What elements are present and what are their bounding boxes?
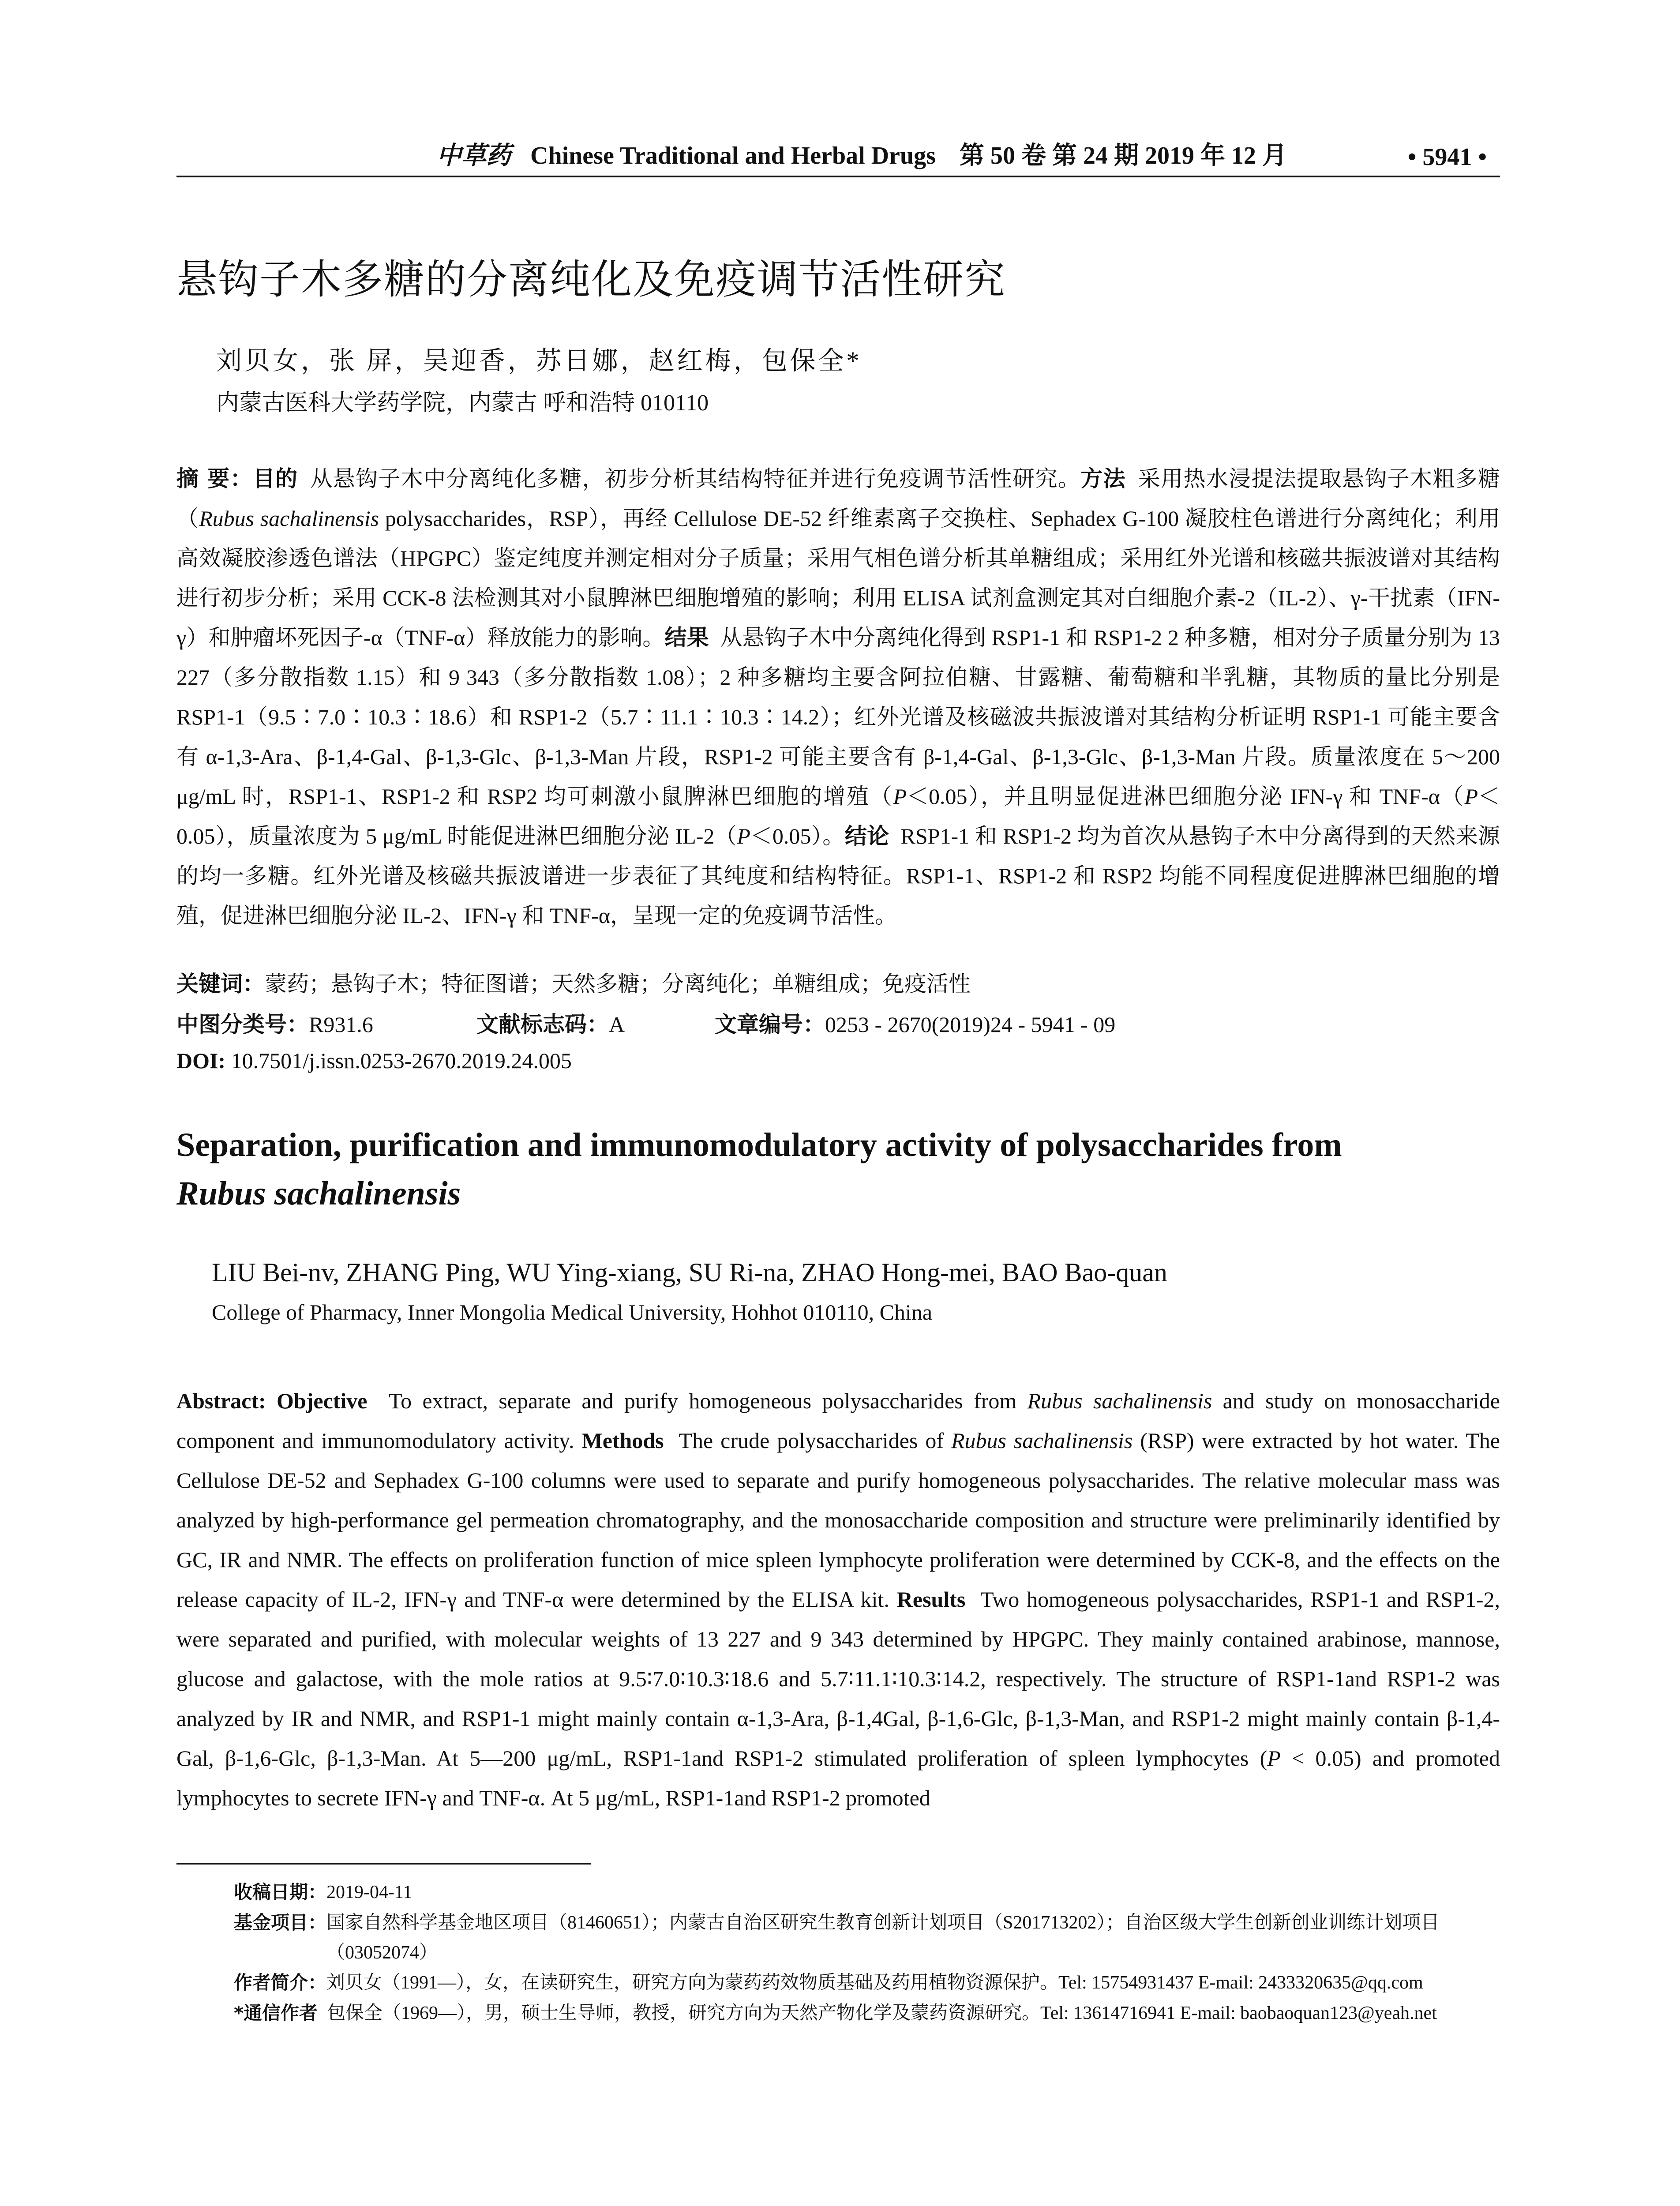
running-header <box>176 140 1500 177</box>
abstract-label: 摘 要： <box>176 466 253 491</box>
footnote-corresponding <box>234 1998 1500 2029</box>
objective-label: Objective <box>277 1388 368 1413</box>
methods-label: Methods <box>581 1428 664 1453</box>
methods-label: 方法 <box>1080 466 1126 491</box>
clc-value: R931.6 <box>309 1012 373 1037</box>
article-no-field <box>715 1007 1115 1039</box>
header-left <box>437 136 1287 171</box>
objective-text: 从悬钩子木中分离纯化多糖，初步分析其结构特征并进行免疫调节活性研究。 <box>310 466 1081 491</box>
doi-line <box>176 1048 572 1073</box>
english-title <box>176 1121 1500 1218</box>
english-abstract <box>176 1381 1500 1818</box>
chinese-authors: 刘贝女，张 屏，吴迎香，苏日娜，赵红梅，包保全* <box>216 346 862 375</box>
conclusion-label: 结论 <box>844 823 889 849</box>
footnote-label: 收稿日期： <box>234 1881 327 1903</box>
results-text-4: ＜0.05）。 <box>750 824 845 848</box>
english-affiliation: College of Pharmacy, Inner Mongolia Medical University, Hohhot 010110, China <box>212 1300 933 1324</box>
article-no-label: 文章编号： <box>715 1012 825 1037</box>
footnote-divider <box>176 1863 591 1865</box>
p-symbol: P <box>893 784 907 809</box>
english-title-species: Rubus sachalinensis <box>176 1175 461 1212</box>
footnote-label: 基金项目： <box>234 1912 327 1933</box>
results-text: 从悬钩子木中分离纯化得到 RSP1-1 和 RSP1-2 2 种多糖，相对分子质量分别为 13 227（多分散指数 1.15）和 9 343（多分散指数 1.08）；2 种多糖均主要含阿拉伯糖、甘露糖、葡萄糖和半乳糖，其物质的量比分别是 RSP1-1（9.5∶7.0∶10.3∶18.6）和 RSP1-2（5.7∶11.1∶10.3∶14.2）；红外光谱及核磁波共振波谱对其结构分析证明 RSP1-1 可能主要含有 α-1,3-Ara、β-1,4-Gal、β-1,3-Glc、β-1,3-Man 片段，RSP1-2 可能主要含有 β-1,4-Gal、β-1,3-Glc、β-1,3-Man 片段。质量浓度在 5～200 μg/mL 时，RSP1-1、RSP1-2 和 RSP2 均可刺激小鼠脾淋巴细胞的增殖（ <box>176 625 1500 809</box>
species-name: Rubus sachalinensis <box>1027 1388 1212 1413</box>
footnote-text: 国家自然科学基金地区项目（81460651）；内蒙古自治区研究生教育创新计划项目（S201713202）；自治区级大学生创新创业训练计划项目（03052074） <box>326 1913 1440 1963</box>
footnote-label: *通信作者 <box>234 2002 318 2024</box>
keywords-label: 关键词： <box>176 971 265 997</box>
doc-code-value: A <box>609 1012 625 1037</box>
results-text: Two homogeneous polysaccharides, RSP1-1 and RSP1-2, were separated and purified, with molecular weights of 13 227 and 9 343 determined by HPGPC. They mainly contained arabinose, mannose, glucose and galactose, with the mole ratios at 9.5∶7.0∶10.3∶18.6 and 5.7∶11.1∶10.3∶14.2, respectively. The structure of RSP1-1and RSP1-2 was analyzed by IR and NMR, and RSP1-1 might mainly contain α-1,3-Ara, β-1,4Gal, β-1,6-Glc, β-1,3-Man, and RSP1-2 might mainly contain β-1,4-Gal, β-1,6-Glc, β-1,3-Man. At 5—200 μg/mL, RSP1-1and RSP1-2 stimulated proliferation of spleen lymphocytes ( <box>176 1587 1500 1771</box>
chinese-affiliation: 内蒙古医科大学药学院，内蒙古 呼和浩特 010110 <box>216 390 709 416</box>
abstract-label: Abstract: <box>176 1388 266 1413</box>
keywords-line <box>176 966 971 998</box>
clc-field <box>176 1007 373 1039</box>
article-no-value: 0253 - 2670(2019)24 - 5941 - 09 <box>825 1012 1116 1037</box>
article-page <box>176 0 1500 2206</box>
chinese-abstract <box>176 459 1500 935</box>
footnote-received <box>234 1877 1500 1908</box>
footnotes <box>234 1877 1500 2029</box>
objective-text-cont: and study on monosaccharide component and immunomodulatory activity. <box>176 1388 1500 1453</box>
footnote-text: 2019-04-11 <box>326 1882 412 1902</box>
journal-name-en: Chinese Traditional and Herbal Drugs <box>530 142 936 169</box>
footnote-text: 刘贝女（1991—），女，在读研究生，研究方向为蒙药药效物质基础及药用植物资源保护。Tel: 15754931437 E-mail: 2433320635@qq.com <box>326 1973 1423 1993</box>
keywords-text: 蒙药；悬钩子木；特征图谱；天然多糖；分离纯化；单糖组成；免疫活性 <box>265 972 971 996</box>
methods-text-cont: (RSP) were extracted by hot water. The Cellulose DE-52 and Sephadex G-100 columns were used to separate and purify homogeneous polysaccharides. The relative molecular mass was analyzed by high-performance gel permeation chromatography, and the monosaccharide composition and structure were preliminarily identified by GC, IR and NMR. The effects on proliferation function of mice spleen lymphocyte proliferation were determined by CCK-8, and the effects on the release capacity of IL-2, IFN-γ and TNF-α were determined by the ELISA kit. <box>176 1428 1500 1612</box>
english-title-main: Separation, purification and immunomodulatory activity of polysaccharides from <box>176 1126 1342 1163</box>
species-name: Rubus sachalinensis <box>951 1428 1133 1453</box>
footnote-text: 包保全（1969—），男，硕士生导师，教授，研究方向为天然产物化学及蒙药资源研究。Tel: 13614716941 E-mail: baobaoquan123@yeah.net <box>326 2003 1437 2023</box>
footnote-label: 作者简介： <box>234 1972 327 1993</box>
species-name: Rubus sachalinensis <box>199 506 379 531</box>
footnote-funding <box>234 1908 1500 1968</box>
doi-value: 10.7501/j.issn.0253-2670.2019.24.005 <box>231 1048 572 1073</box>
methods-text: 采用热水浸提法提取悬钩子木粗多糖（ <box>176 466 1500 531</box>
p-symbol: P <box>1267 1746 1281 1771</box>
results-text-cont: < 0.05) and promoted lymphocytes to secrete IFN-γ and TNF-α. At 5 μg/mL, RSP1-1and RSP1-2 promoted <box>176 1746 1500 1810</box>
doc-code-field <box>476 1007 625 1039</box>
footnote-author-bio <box>234 1968 1500 1998</box>
results-label: Results <box>896 1587 966 1612</box>
results-text-2: ＜0.05），并且明显促进淋巴细胞分泌 IFN-γ 和 TNF-α（ <box>907 784 1465 809</box>
clc-label: 中图分类号： <box>176 1012 309 1037</box>
p-symbol: P <box>1464 784 1478 809</box>
objective-text: To extract, separate and purify homogeneous polysaccharides from <box>389 1388 1028 1413</box>
methods-text: The crude polysaccharides of <box>679 1428 951 1453</box>
results-text-3: ＜0.05），质量浓度为 5 μg/mL 时能促进淋巴细胞分泌 IL-2（ <box>176 784 1500 848</box>
methods-text-cont: polysaccharides，RSP），再经 Cellulose DE-52 纤维素离子交换柱、Sephadex G-100 凝胶柱色谱进行分离纯化；利用高效凝胶渗透色谱法（HPGPC）鉴定纯度并测定相对分子质量；采用气相色谱分析其单糖组成；采用红外光谱和核磁共振波谱对其结构进行初步分析；采用 CCK-8 法检测其对小鼠脾淋巴细胞增殖的影响；利用 ELISA 试剂盒测定其对白细胞介素-2（IL-2）、γ-干扰素（IFN-γ）和肿瘤坏死因子-α（TNF-α）释放能力的影响。 <box>176 506 1500 650</box>
doi-label: DOI: <box>176 1048 226 1073</box>
english-authors: LIU Bei-nv, ZHANG Ping, WU Ying-xiang, SU Ri-na, ZHAO Hong-mei, BAO Bao-quan <box>212 1258 1167 1287</box>
issue-info: 第 50 卷 第 24 期 2019 年 12 月 <box>959 142 1287 169</box>
p-symbol: P <box>737 824 750 848</box>
chinese-title: 悬钩子木多糖的分离纯化及免疫调节活性研究 <box>176 256 1006 303</box>
conclusion-text: RSP1-1 和 RSP1-2 均为首次从悬钩子木中分离得到的天然来源的均一多糖。红外光谱及核磁共振波谱进一步表征了其纯度和结构特征。RSP1-1、RSP1-2 和 RSP2 均能不同程度促进脾淋巴细胞的增殖，促进淋巴细胞分泌 IL-2、IFN-γ 和 TNF-α，呈现一定的免疫调节活性。 <box>176 824 1500 928</box>
journal-name-cn: 中草药 <box>437 141 511 170</box>
objective-label: 目的 <box>252 466 298 491</box>
classification-line <box>176 1007 1500 1038</box>
doc-code-label: 文献标志码： <box>476 1012 609 1037</box>
results-label: 结果 <box>664 625 709 650</box>
page-number: • 5941 • <box>1407 143 1487 171</box>
